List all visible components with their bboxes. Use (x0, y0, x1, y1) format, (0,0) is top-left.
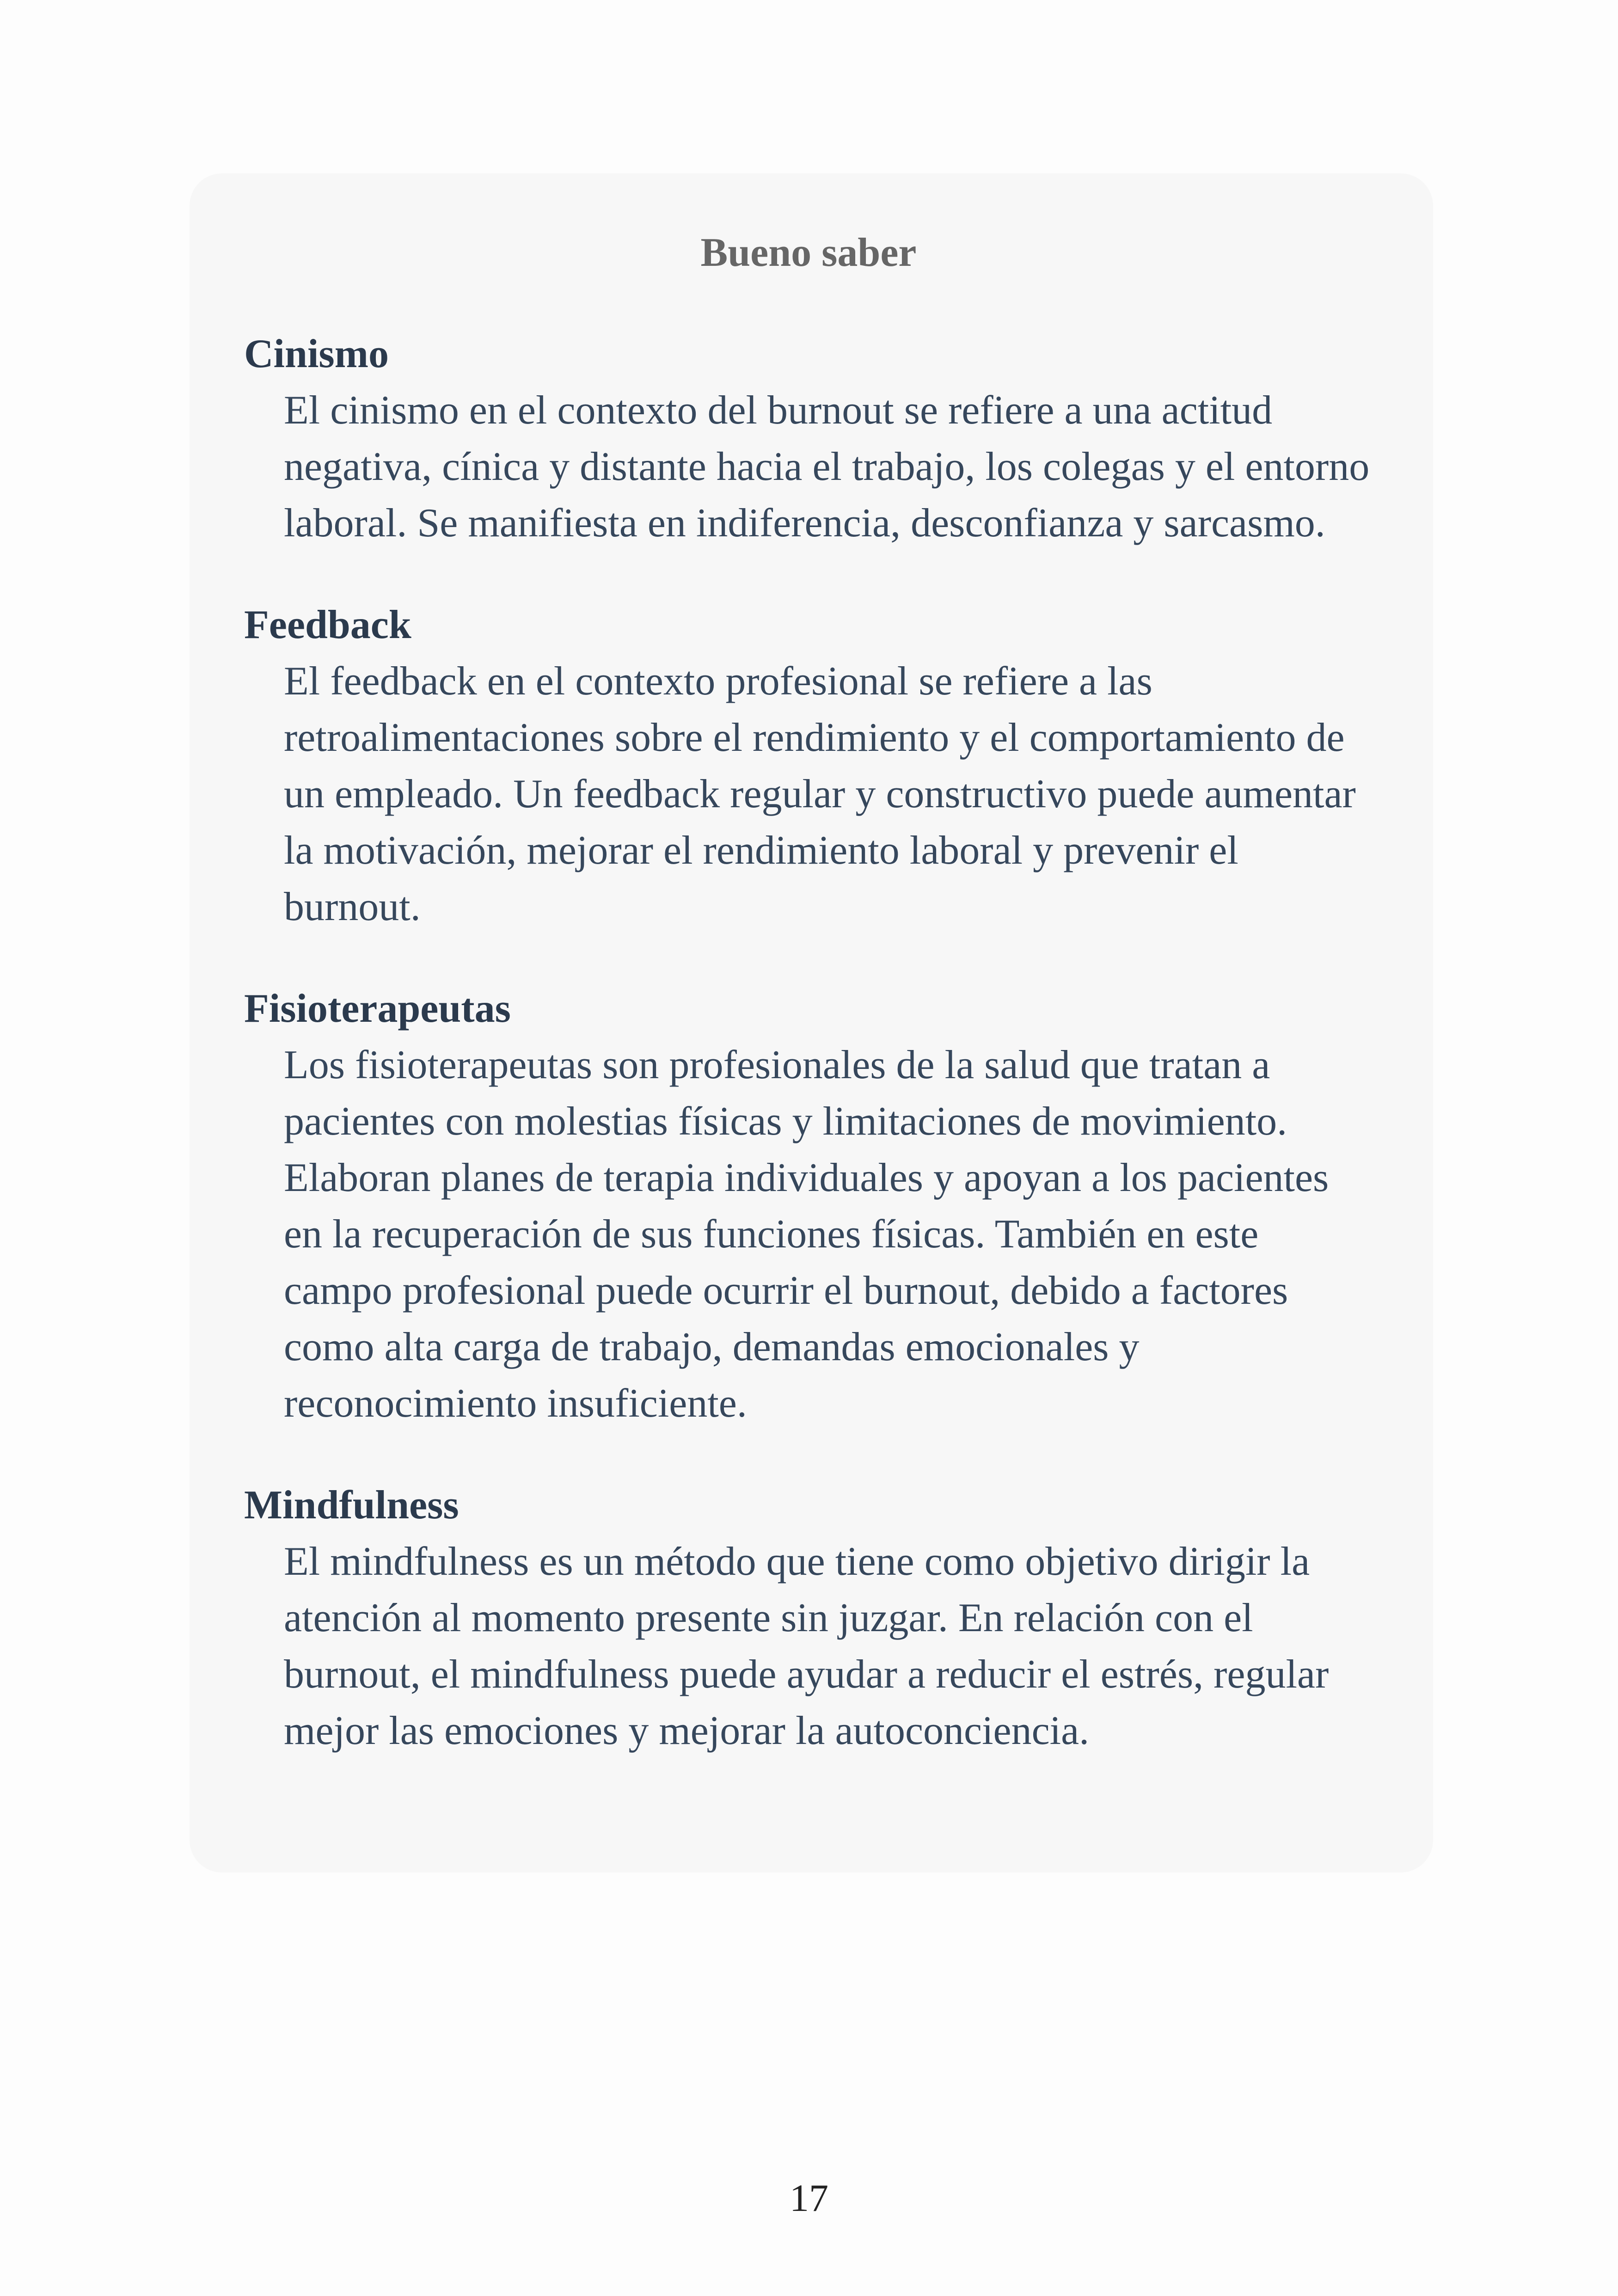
glossary-definition: El mindfulness es un método que tiene como objetivo dirigir la atención al momento presente sin juzgar. En relación con el burnout, el mindfulness puede ayudar a reducir el estrés, regular mejor las emociones y mejorar la autoconciencia. (284, 1539, 1329, 1753)
glossary-entry-feedback (244, 597, 1373, 935)
glossary-term: Fisioterapeutas (244, 986, 511, 1031)
glossary-entry-mindfulness (244, 1477, 1373, 1759)
glossary-term: Cinismo (244, 332, 389, 376)
glossary-definition: El cinismo en el contexto del burnout se refiere a una actitud negativa, cínica y distante hacia el trabajo, los colegas y el entorno laboral. Se manifiesta en indiferencia, desconfianza y sarcasmo. (284, 388, 1370, 546)
glossary-definition: Los fisioterapeutas son profesionales de la salud que tratan a pacientes con molestias físicas y limitaciones de movimiento. Elaboran planes de terapia individuales y apoyan a los pacientes en la recuperación de sus funciones físicas. También en este campo profesional puede ocurrir el burnout, debido a factores como alta carga de trabajo, demandas emocionales y reconocimiento insuficiente. (284, 1043, 1329, 1426)
glossary-definition: El feedback en el contexto profesional se refiere a las retroalimentaciones sobre el rendimiento y el comportamiento de un empleado. Un feedback regular y constructivo puede aumentar la motivación, mejorar el rendimiento laboral y prevenir el burnout. (284, 659, 1356, 929)
info-box-bueno-saber (190, 173, 1433, 1872)
glossary-term: Mindfulness (244, 1483, 459, 1528)
page-number: 17 (790, 2177, 828, 2220)
glossary-term: Feedback (244, 602, 411, 647)
glossary-entry-cinismo (244, 326, 1373, 552)
info-box-title: Bueno saber (700, 230, 917, 275)
glossary-entry-fisioterapeutas (244, 981, 1373, 1432)
